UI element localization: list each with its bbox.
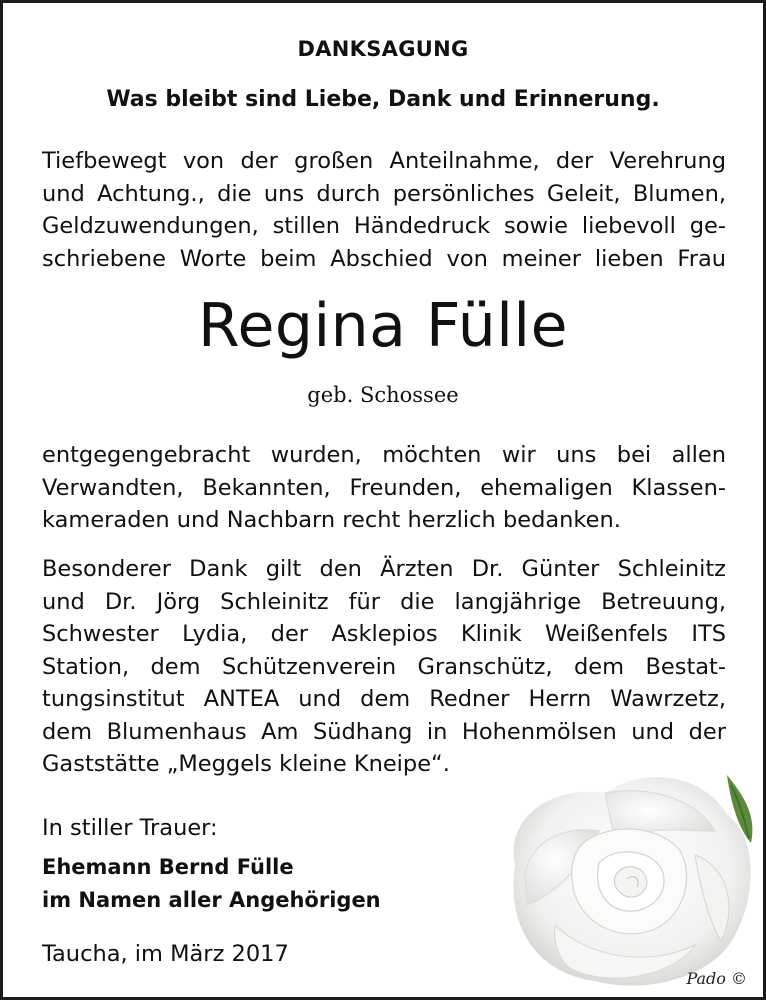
intro-line: schriebene Worte beim Abschied von meiner lieben Frau [42,245,726,272]
gratitude-line: kameraden und Nachbarn recht herzlich bedanken. [42,507,621,533]
thanks-line: Station, dem Schützenverein Granschütz, dem Bestat- [42,653,726,680]
intro-paragraph [42,145,726,275]
place-date: Taucha, im März 2017 [42,941,289,967]
intro-line: Tiefbewegt von der großen Anteilnahme, der Verehrung [42,148,726,174]
image-credit: Pado © [686,969,747,988]
thanks-line: Schwester Lydia, der Asklepios Klinik Weißenfels ITS [42,621,726,647]
thanks-line: tungsinstitut ANTEA und dem Redner Herrn Wawrzetz, [42,686,726,712]
signer-name: Ehemann Bernd Fülle [42,855,294,879]
gratitude-line: entgegengebracht wurden, möchten wir uns bei allen [42,442,726,468]
signer-family: im Namen aller Angehörigen [42,888,381,912]
gratitude-paragraph [42,439,726,537]
intro-line: und Achtung., die uns durch persönliches Geleit, Blumen, [42,180,726,207]
thanks-line: Gaststätte „Meggels kleine Kneipe“. [42,751,450,777]
notice-motto: Was bleibt sind Liebe, Dank und Erinnerung. [106,87,660,112]
thanks-line: und Dr. Jörg Schleinitz für die langjährige Betreuung, [42,588,726,615]
thanks-line: dem Blumenhaus Am Südhang in Hohenmölsen und der [42,718,726,745]
notice-heading: DANKSAGUNG [297,37,469,61]
deceased-name: Regina Fülle [197,291,569,361]
intro-line: Geldzuwendungen, stillen Händedruck sowie liebevoll ge- [42,213,726,239]
white-rose-image [495,745,763,997]
thanks-line: Besonderer Dank gilt den Ärzten Dr. Günter Schleinitz [42,556,726,582]
maiden-name: geb. Schossee [307,383,459,407]
mourning-label: In stiller Trauer: [42,815,218,841]
gratitude-line: Verwandten, Bekannten, Freunden, ehemaligen Klassen- [42,474,726,501]
